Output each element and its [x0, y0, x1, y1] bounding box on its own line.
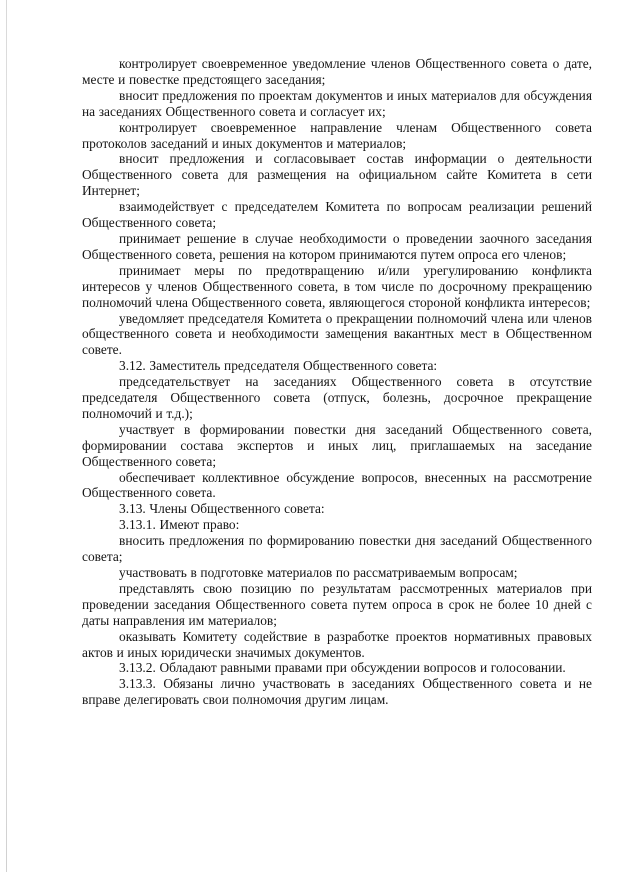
section-heading: 3.13. Члены Общественного совета: — [119, 501, 325, 517]
paragraph: участвовать в подготовке материалов по рассматриваемым вопросам; — [119, 565, 518, 580]
paragraph: оказывать Комитету содействие в разработке проектов нормативных правовых актов и иных юридически значимых документов. — [82, 628, 592, 660]
paragraph: вносить предложения по формированию повестки дня заседаний Общественного совета; — [82, 533, 592, 565]
paragraph: контролирует своевременное уведомление членов Общественного совета о дате, месте и повестке предстоящего заседания; — [82, 56, 592, 87]
paragraph: принимает решение в случае необходимости о проведении заочного заседания Общественного совета, решения на котором принимаются путем опроса его членов; — [82, 230, 592, 262]
paragraph: обеспечивает коллективное обсуждение вопросов, внесенных на рассмотрение Общественного совета. — [82, 469, 592, 501]
paragraph: участвует в формировании повестки дня заседаний Общественного совета, формировании состава экспертов и иных лиц, приглашаемых на заседание Общественного совета; — [82, 421, 592, 469]
subsection-paragraph: 3.13.2. Обладают равными правами при обсуждении вопросов и голосовании. — [119, 660, 566, 676]
subsection-paragraph: 3.13.3. Обязаны лично участвовать в заседаниях Общественного совета и не вправе делегировать свои полномочия другим лицам. — [82, 676, 592, 708]
document-body — [82, 56, 592, 708]
paragraph: принимает меры по предотвращению и/или урегулированию конфликта интересов у членов Общественного совета, в том числе по досрочному прекращению полномочий члена Общественного совета, являющегося стороной конфликта интересов; — [82, 262, 592, 310]
paragraph: представлять свою позицию по результатам рассмотренных материалов при проведении заседания Общественного совета путем опроса в срок не более 10 дней с даты направления им материалов; — [82, 580, 592, 628]
paragraph: вносит предложения по проектам документов и иных материалов для обсуждения на заседаниях Общественного совета и согласует их; — [82, 87, 592, 119]
section-heading: 3.12. Заместитель председателя Общественного совета: — [119, 358, 438, 374]
paragraph: уведомляет председателя Комитета о прекращении полномочий члена или членов общественного совета и необходимости замещения вакантных мест в Общественном совете. — [82, 310, 592, 358]
paragraph: вносит предложения и согласовывает состав информации о деятельности Общественного совета для размещения на официальном сайте Комитета в сети Интернет; — [82, 151, 592, 199]
paragraph: председательствует на заседаниях Общественного совета в отсутствие председателя Общественного совета (отпуск, болезнь, досрочное прекращение полномочий и т.д.); — [82, 374, 592, 421]
paragraph: контролирует своевременное направление членам Общественного совета протоколов заседаний и иных документов и материалов; — [82, 119, 592, 151]
paragraph: взаимодействует с председателем Комитета по вопросам реализации решений Общественного совета; — [82, 199, 592, 231]
subsection-heading: 3.13.1. Имеют право: — [119, 517, 240, 533]
